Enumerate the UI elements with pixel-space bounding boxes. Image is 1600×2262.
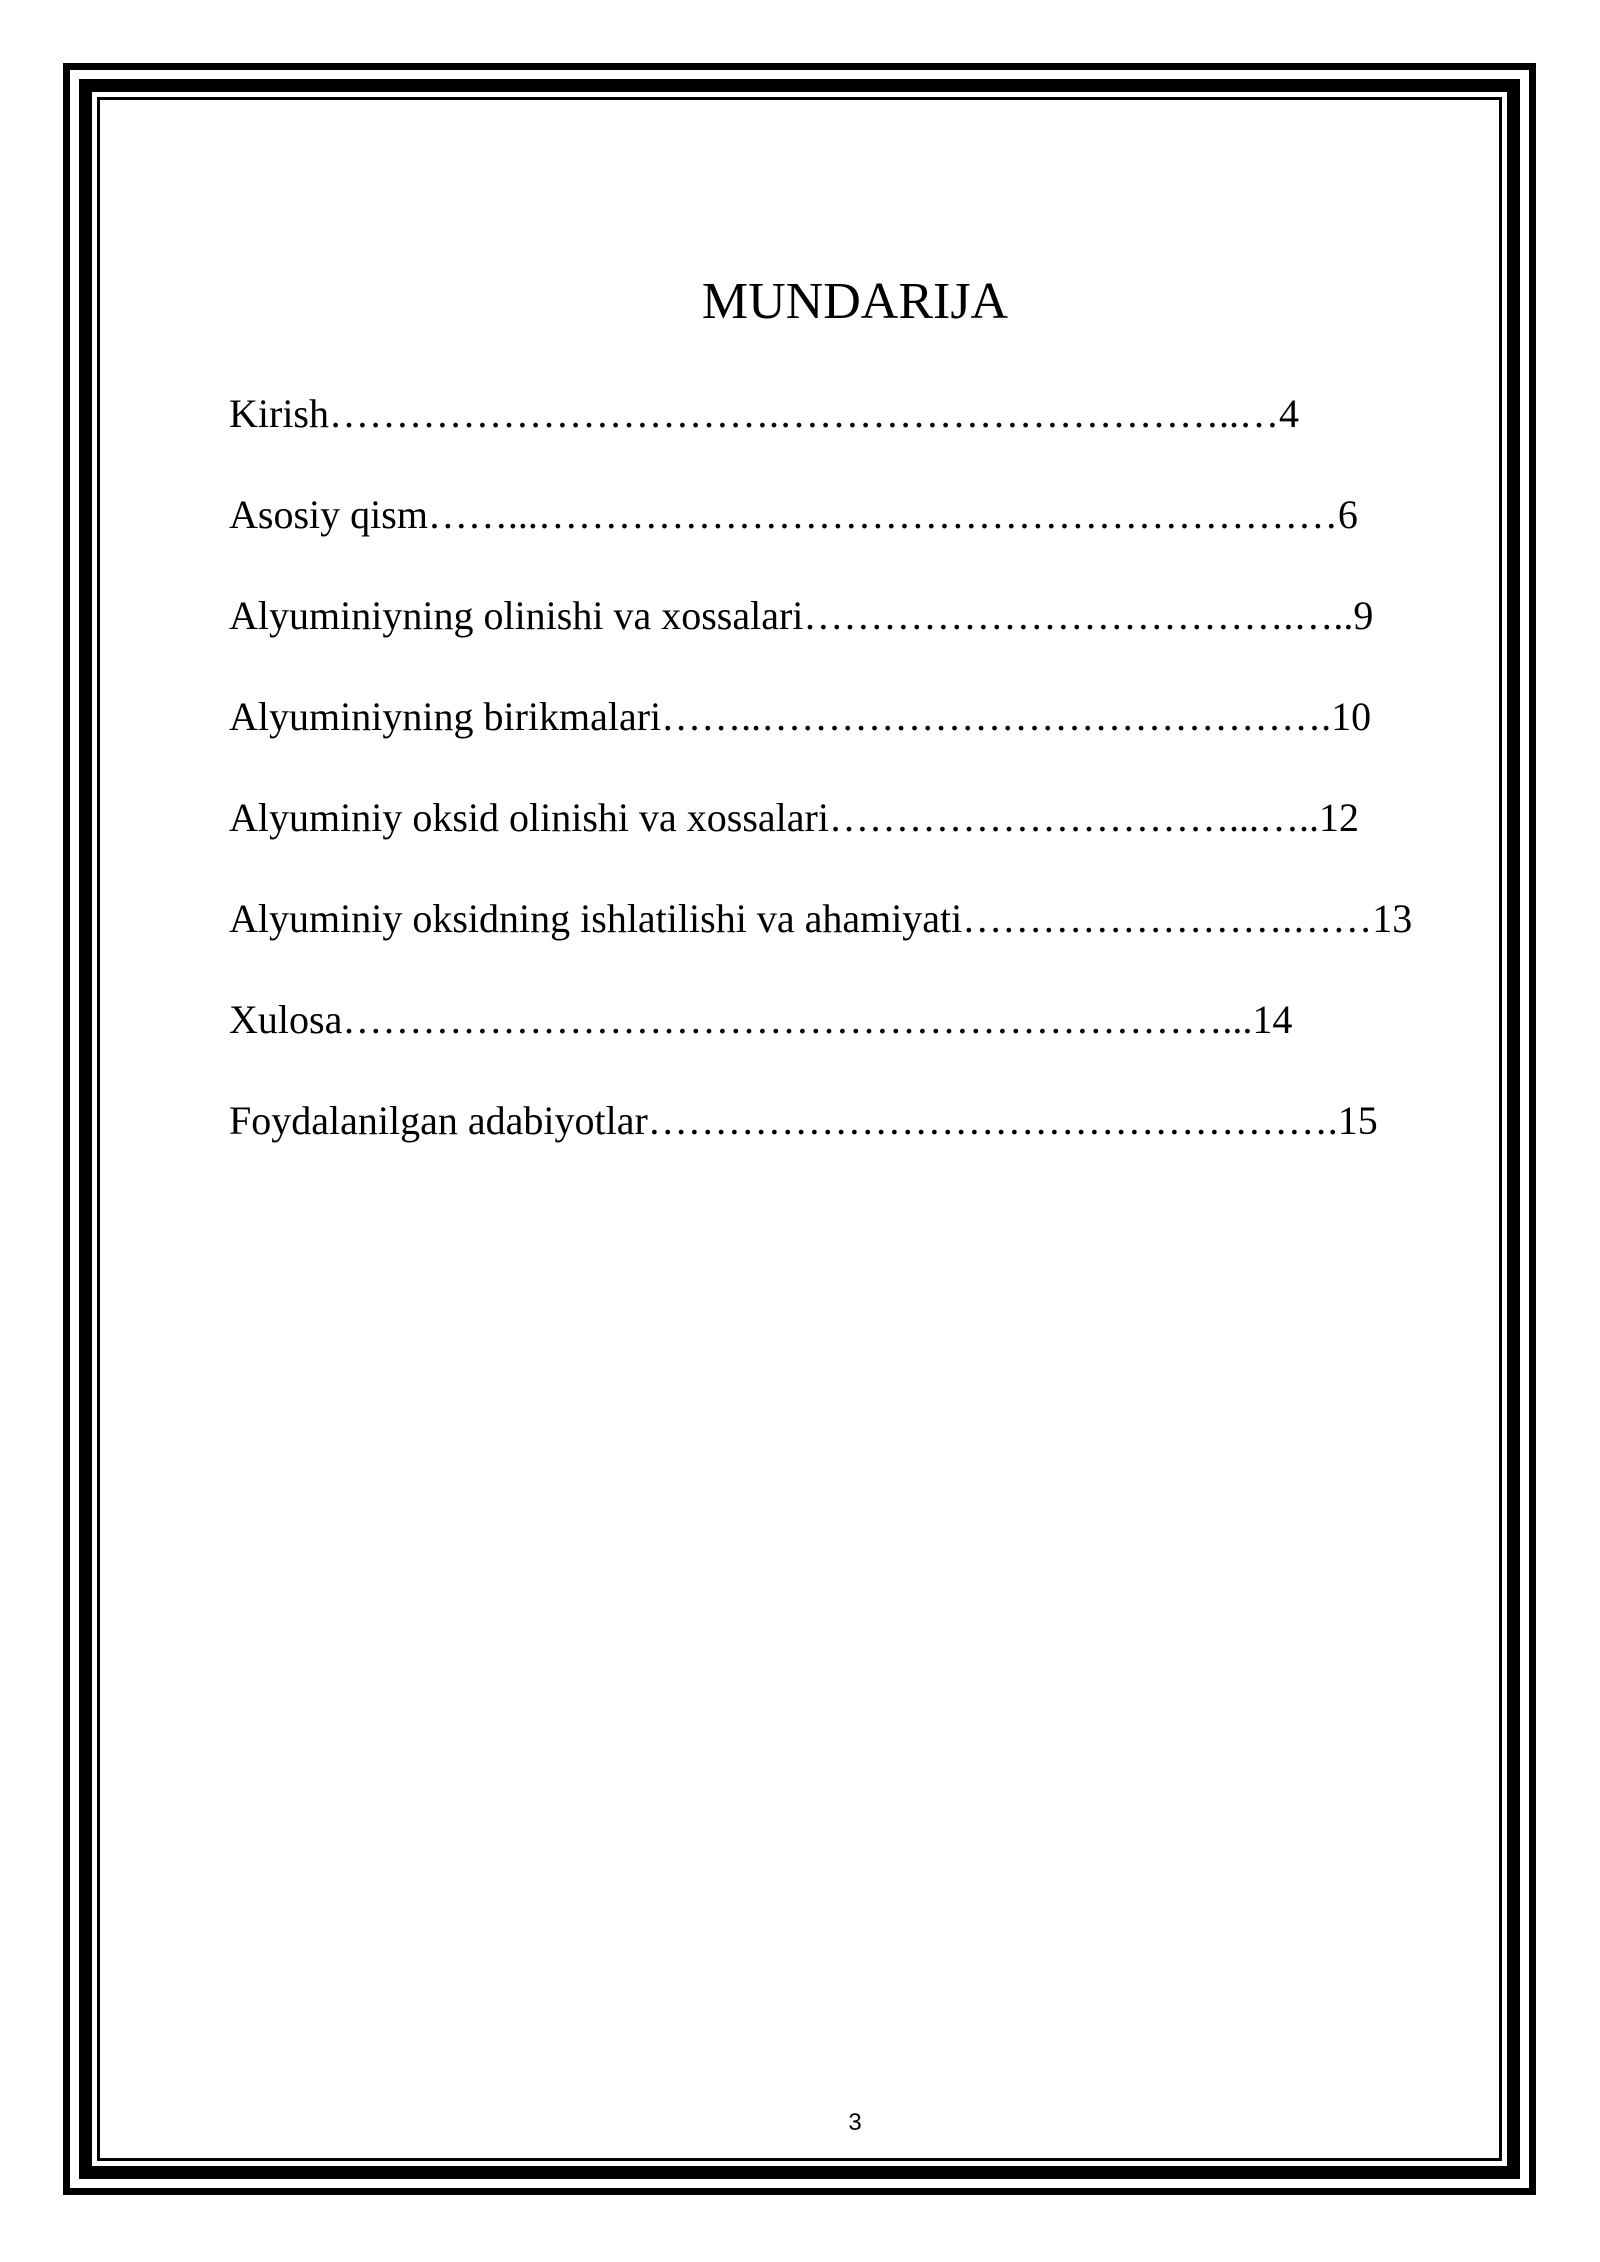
- toc-entry-asosiy-qism: Asosiy qism……...……………………………………………………6: [229, 492, 1358, 537]
- page-number: 3: [848, 2109, 862, 2136]
- toc-entry-xulosa: Xulosa…………………………………………………………...14: [229, 997, 1293, 1042]
- table-of-contents: [229, 388, 1412, 1196]
- toc-entry-oksid-olinishi: Alyuminiy oksid olinishi va xossalari…………………………...…..12: [229, 795, 1359, 840]
- toc-entry-birikmalari: Alyuminiyning birikmalari……..…………………………………….10: [229, 694, 1372, 739]
- toc-entry-olinishi-xossalari: Alyuminiyning olinishi va xossalari……………………………….…..9: [229, 593, 1374, 638]
- toc-entry-kirish: Kirish…………………………….……………………………..…4: [229, 391, 1299, 436]
- toc-entry-oksid-ishlatilishi: Alyuminiy oksidning ishlatilishi va ahamiyati…………………….……13: [229, 896, 1413, 941]
- toc-entry-adabiyotlar: Foydalanilgan adabiyotlar…………………………………………….15: [229, 1098, 1378, 1143]
- page-title: MUNDARIJA: [701, 273, 1009, 330]
